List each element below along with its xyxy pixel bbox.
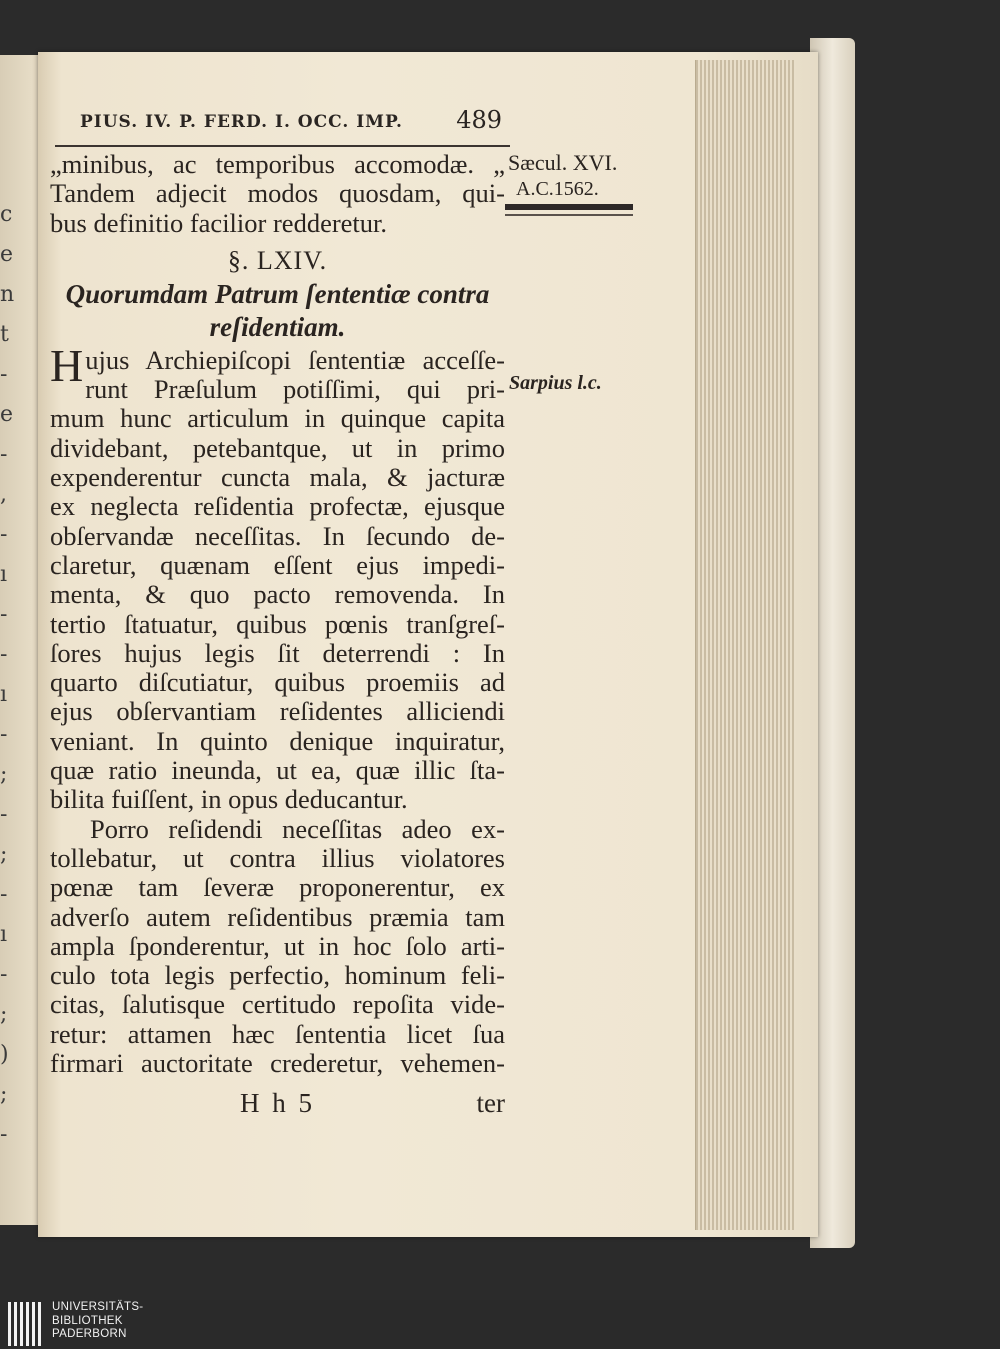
- library-footer-bar: [0, 1300, 1000, 1349]
- text-line: ex neglecta reſidentia profectæ, ejusque: [50, 491, 505, 522]
- text-line: expenderentur cuncta mala, & jacturæ: [50, 462, 505, 493]
- facing-page-char: n: [0, 282, 15, 307]
- text-line: firmari auctoritate crederetur, vehemen-: [50, 1048, 505, 1079]
- text-line: claretur, quænam eſſent ejus impedi-: [50, 549, 505, 580]
- paragraph-1-lines: [50, 375, 505, 814]
- text-line: Tandem adjecit modos quosdam, qui-: [50, 178, 505, 209]
- body-text: [50, 150, 505, 1078]
- facing-page-char: ;: [0, 1002, 8, 1027]
- facing-page-char: ): [0, 1042, 9, 1067]
- facing-page-char: c: [0, 202, 13, 227]
- text-line: adverſo autem reſidentibus præmia tam: [50, 901, 505, 932]
- margin-century: Sæcul. XVI.: [508, 150, 618, 175]
- facing-page-char: -: [0, 362, 8, 387]
- text-line: pœnæ tam ſeveræ proponerentur, ex: [50, 872, 505, 903]
- text-line: „minibus, ac temporibus accomodæ. „: [50, 149, 505, 179]
- margin-rule: [505, 204, 633, 210]
- text-line: ejus obſervantiam reſidentes alliciendi: [50, 696, 505, 727]
- drop-cap: H: [50, 339, 84, 391]
- paragraph-1: [50, 339, 505, 815]
- facing-page-char: -: [0, 602, 8, 627]
- page-edges: [695, 60, 796, 1230]
- text-line: citas, ſalutisque certitudo repoſita vide-: [50, 989, 505, 1020]
- text-line: quarto diſcutiatur, quibus proemiis ad: [50, 667, 505, 698]
- library-name-line3: PADERBORN: [52, 1328, 127, 1340]
- text-line: tollebatur, ut contra illius violatores: [50, 842, 505, 873]
- facing-page-char: ı: [0, 562, 8, 587]
- text-line: bilita fuiſſent, in opus deducantur.: [50, 784, 408, 815]
- facing-page-char: ;: [0, 762, 8, 787]
- header-rule: [55, 145, 510, 147]
- text-line: mum hunc articulum in quinque capita: [50, 403, 505, 434]
- text-line: runt Præſulum potiſſimi, qui pri-: [85, 374, 505, 405]
- text-line: menta, & quo pacto removenda. In: [50, 579, 505, 610]
- facing-page-char: ,: [0, 482, 7, 507]
- library-name-line2: BIBLIOTHEK: [52, 1314, 123, 1327]
- facing-page-char: t: [0, 322, 9, 347]
- paragraph-2-lines: [50, 844, 505, 1078]
- section-title: Quorumdam Patrum ſententiæ contra: [65, 278, 490, 309]
- facing-page-char: ı: [0, 922, 8, 947]
- section-title-cont: reſidentiam.: [209, 311, 346, 342]
- text-line: culo tota legis perfectio, hominum feli-: [50, 960, 505, 991]
- facing-page-char: -: [0, 722, 8, 747]
- catchword: ter: [476, 1088, 505, 1118]
- text-line: ujus Archiepiſcopi ſententiæ acceſſe-: [85, 344, 505, 375]
- text-line: bus definitio facilior redderetur.: [50, 207, 388, 238]
- facing-page-char: e: [0, 402, 14, 427]
- page-number: 489: [456, 106, 502, 134]
- library-logo-icon: [8, 1302, 44, 1346]
- text-line: Porro reſidendi neceſſitas adeo ex-: [90, 813, 505, 844]
- facing-page-char: ;: [0, 1082, 8, 1107]
- running-head: PIUS. IV. P. FERD. I. OCC. IMP.: [80, 112, 403, 132]
- facing-page-char: ı: [0, 682, 8, 707]
- page-header: [62, 104, 502, 140]
- facing-page-char: -: [0, 1122, 8, 1147]
- facing-page-char: -: [0, 802, 8, 827]
- facing-page-text-fragments: [0, 195, 14, 1155]
- library-name: [52, 1301, 143, 1342]
- text-line: ſores hujus legis ſit deterrendi : In: [50, 637, 505, 668]
- margin-note-source: Sarpius l.c.: [509, 372, 602, 394]
- facing-page-char: -: [0, 882, 8, 907]
- text-line: tertio ſtatuatur, quibus pœnis tranſgreſ-: [50, 608, 505, 639]
- text-line: ampla ſponderentur, ut in hoc ſolo arti-: [50, 930, 505, 961]
- margin-year: A.C.1562.: [516, 178, 599, 200]
- text-line: veniant. In quinto denique inquiratur,: [50, 725, 505, 756]
- facing-page-char: -: [0, 962, 8, 987]
- facing-page-char: -: [0, 642, 8, 667]
- text-line: dividebant, petebantque, ut in primo: [50, 432, 505, 463]
- text-line: obſervandæ neceſſitas. In ſecundo de-: [50, 520, 505, 551]
- signature-mark: H h 5: [240, 1088, 315, 1118]
- text-line: retur: attamen hæc ſententia licet ſua: [50, 1018, 505, 1049]
- library-name-line1: UNIVERSITÄTS-: [52, 1301, 144, 1313]
- facing-page-char: -: [0, 522, 8, 547]
- section-number: §. LXIV.: [227, 245, 328, 275]
- facing-page-char: e: [0, 242, 14, 267]
- text-line: quæ ratio ineunda, ut ea, quæ illic ſta-: [50, 755, 505, 786]
- margin-rule-thin: [505, 214, 633, 216]
- facing-page-char: -: [0, 442, 8, 467]
- margin-note-date: [508, 150, 617, 202]
- facing-page-char: ;: [0, 842, 8, 867]
